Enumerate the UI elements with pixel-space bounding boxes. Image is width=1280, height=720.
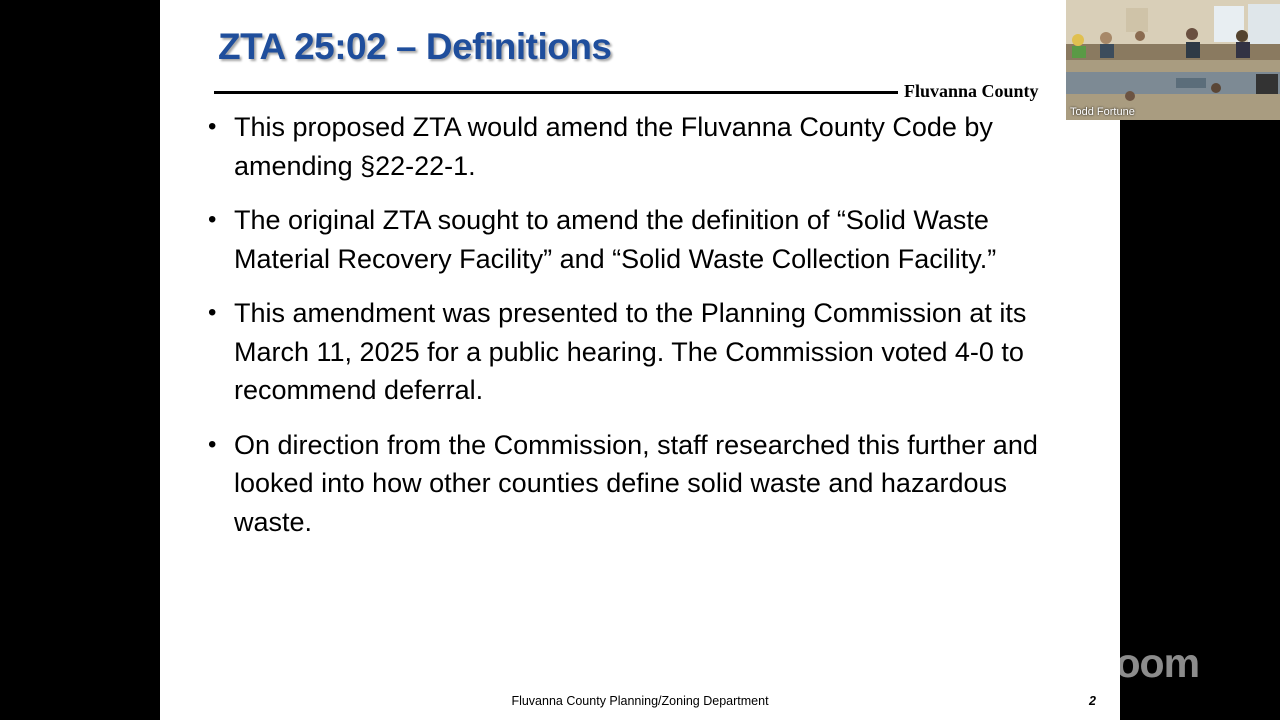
title-divider — [214, 91, 898, 94]
bullet-item — [208, 201, 1088, 278]
bullet-text: This amendment was presented to the Planning Commission at its March 11, 2025 for a public hearing. The Commission voted 4-0 to recommend deferral. — [234, 298, 1027, 405]
bullet-text: The original ZTA sought to amend the definition of “Solid Waste Material Recovery Facility” and “Solid Waste Collection Facility.” — [234, 205, 997, 274]
presentation-slide — [160, 0, 1120, 720]
bullet-list — [208, 108, 1088, 557]
page-number: 2 — [1089, 694, 1096, 708]
bullet-item — [208, 426, 1088, 542]
slide-title: ZTA 25:02 – Definitions — [218, 26, 612, 67]
zoom-logo: zoom — [1096, 640, 1200, 686]
participant-video-tile[interactable] — [1066, 0, 1280, 120]
bullet-text: This proposed ZTA would amend the Fluvanna County Code by amending §22-22-1. — [234, 112, 993, 181]
bullet-item — [208, 294, 1088, 410]
bullet-dot-icon: • — [208, 206, 217, 233]
slide-footer: Fluvanna County Planning/Zoning Department — [511, 694, 769, 708]
bullet-text: On direction from the Commission, staff researched this further and looked into how other counties define solid waste and hazardous waste. — [234, 429, 1038, 537]
bullet-dot-icon: • — [208, 113, 217, 140]
county-brand: Fluvanna County — [904, 81, 1039, 101]
bullet-item — [208, 108, 1088, 185]
bullet-dot-icon: • — [208, 299, 217, 326]
participant-name-label: Todd Fortune — [1070, 106, 1135, 118]
bullet-dot-icon: • — [208, 430, 217, 458]
meeting-room-video-feed — [1066, 0, 1280, 120]
